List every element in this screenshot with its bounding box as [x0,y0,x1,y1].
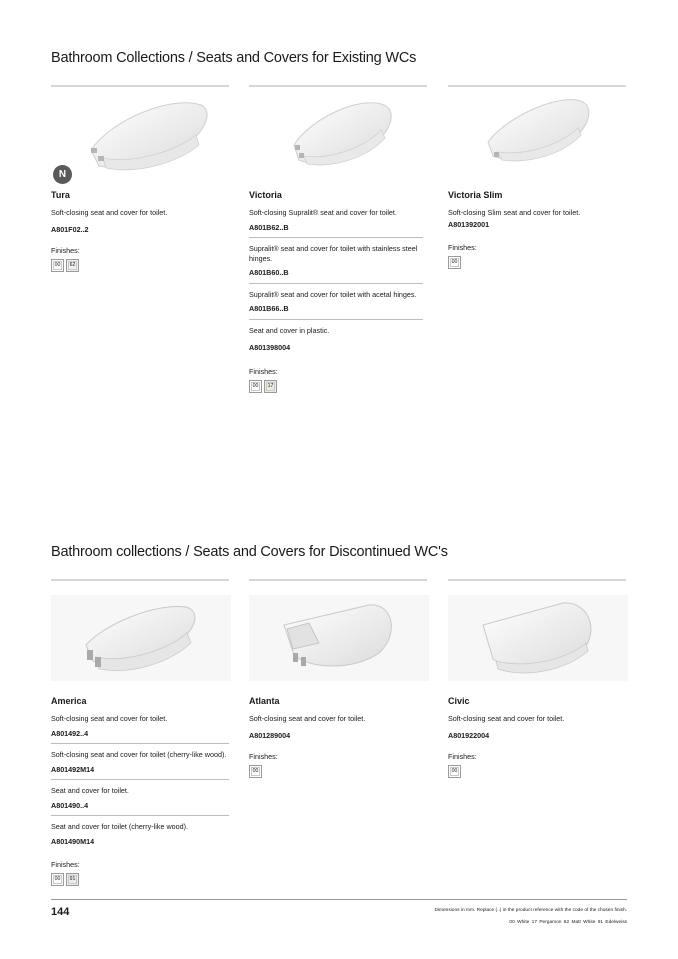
divider [249,579,427,581]
section-title-existing: Bathroom Collections / Seats and Covers for Existing WCs [51,50,417,66]
civic-seat-image [448,595,628,681]
finishes-label: Finishes: [51,246,80,255]
finish-swatch-white: 00 [51,873,64,886]
footer-note: Dimensions in mm. Replace (..) in the product reference with the code of the chosen finish. [434,908,627,913]
entry-description: Seat and cover in plastic. [249,325,330,335]
product-america [51,696,229,886]
product-victoria-slim [448,190,628,269]
product-entry [51,750,229,780]
tura-seat-image [51,90,231,176]
footer-divider [51,899,627,900]
finishes-swatches [448,765,628,778]
entry-reference: A801B66..B [249,304,289,313]
entry-reference: A801F02..2 [51,224,89,234]
entry-description: Supralit® seat and cover for toilet with stainless steel hinges. [249,244,418,263]
entry-reference: A801B60..B [249,268,289,277]
atlanta-seat-image [249,595,429,681]
america-seat-image [51,595,231,681]
entry-description: Seat and cover for toilet (cherry-like wood). [51,822,189,831]
entry-description: Soft-closing seat and cover for toilet. [51,714,168,723]
entry-reference: A801492M14 [51,764,95,774]
finish-swatch-edelweiss: 91 [66,873,79,886]
finish-swatch-white: 00 [448,256,461,269]
divider [448,579,626,581]
finishes-swatches [249,765,429,778]
page-number: 144 [51,906,70,918]
entry-description: Soft-closing seat and cover for toilet. [448,714,565,723]
product-name: Tura [51,190,70,200]
finishes-swatches [448,256,628,269]
product-entry [51,208,231,234]
finish-swatch-pergamon: 17 [264,380,277,393]
finish-legend: 00 White 17 Pergamon 62 Matt White 91 Edelweiss [509,920,627,925]
divider [249,85,427,87]
product-civic [448,696,628,778]
product-victoria [249,190,423,393]
victoria-seat-image [249,90,429,176]
finish-swatch-white: 00 [249,380,262,393]
finishes-label: Finishes: [249,752,278,761]
product-entry [249,208,423,238]
finishes-swatches [51,259,231,272]
finish-swatch-white: 00 [249,765,262,778]
entry-description: Seat and cover for toilet. [51,786,129,795]
entry-description: Soft-closing seat and cover for toilet (cherry-like wood). [51,750,227,759]
product-entry [51,714,229,744]
product-tura [51,190,231,272]
finishes-label: Finishes: [51,860,80,869]
product-name: Victoria [249,190,282,200]
section-title-discontinued: Bathroom collections / Seats and Covers for Discontinued WC's [51,544,448,560]
finishes-label: Finishes: [448,243,477,252]
product-entry [249,326,423,353]
entry-description: Soft-closing seat and cover for toilet. [51,208,168,217]
entry-description: Supralit® seat and cover for toilet with acetal hinges. [249,289,417,299]
product-entry [51,822,229,846]
entry-reference: A801392001 [448,219,490,229]
product-name: America [51,696,87,706]
product-entry [249,290,423,320]
divider [448,85,626,87]
entry-reference: A801289004 [249,730,291,740]
finishes-swatches [51,873,229,886]
product-entry [249,244,423,284]
entry-reference: A801922004 [448,730,490,740]
product-entry [448,208,628,229]
finishes-label: Finishes: [448,752,477,761]
entry-description: Soft-closing Slim seat and cover for toilet. [448,208,581,217]
product-name: Atlanta [249,696,280,706]
divider [51,85,229,87]
product-atlanta [249,696,429,778]
entry-description: Soft-closing Supralit® seat and cover for toilet. [249,208,397,217]
finish-swatch-white: 00 [448,765,461,778]
product-name: Civic [448,696,470,706]
entry-reference: A801492..4 [51,728,89,738]
finish-swatch-matt-white: 62 [66,259,79,272]
divider [51,579,229,581]
new-badge: N [53,165,72,184]
product-name: Victoria Slim [448,190,503,200]
product-entry [51,786,229,816]
entry-reference: A801398004 [249,343,291,352]
entry-reference: A801490M14 [51,836,95,846]
victoria-slim-seat-image [448,90,628,176]
entry-reference: A801490..4 [51,800,89,810]
finish-swatch-white: 00 [51,259,64,272]
finishes-label: Finishes: [249,366,278,376]
entry-reference: A801B62..B [249,222,289,232]
product-entry [249,714,429,740]
finishes-swatches [249,380,423,393]
product-entry [448,714,628,740]
entry-description: Soft-closing seat and cover for toilet. [249,714,366,723]
